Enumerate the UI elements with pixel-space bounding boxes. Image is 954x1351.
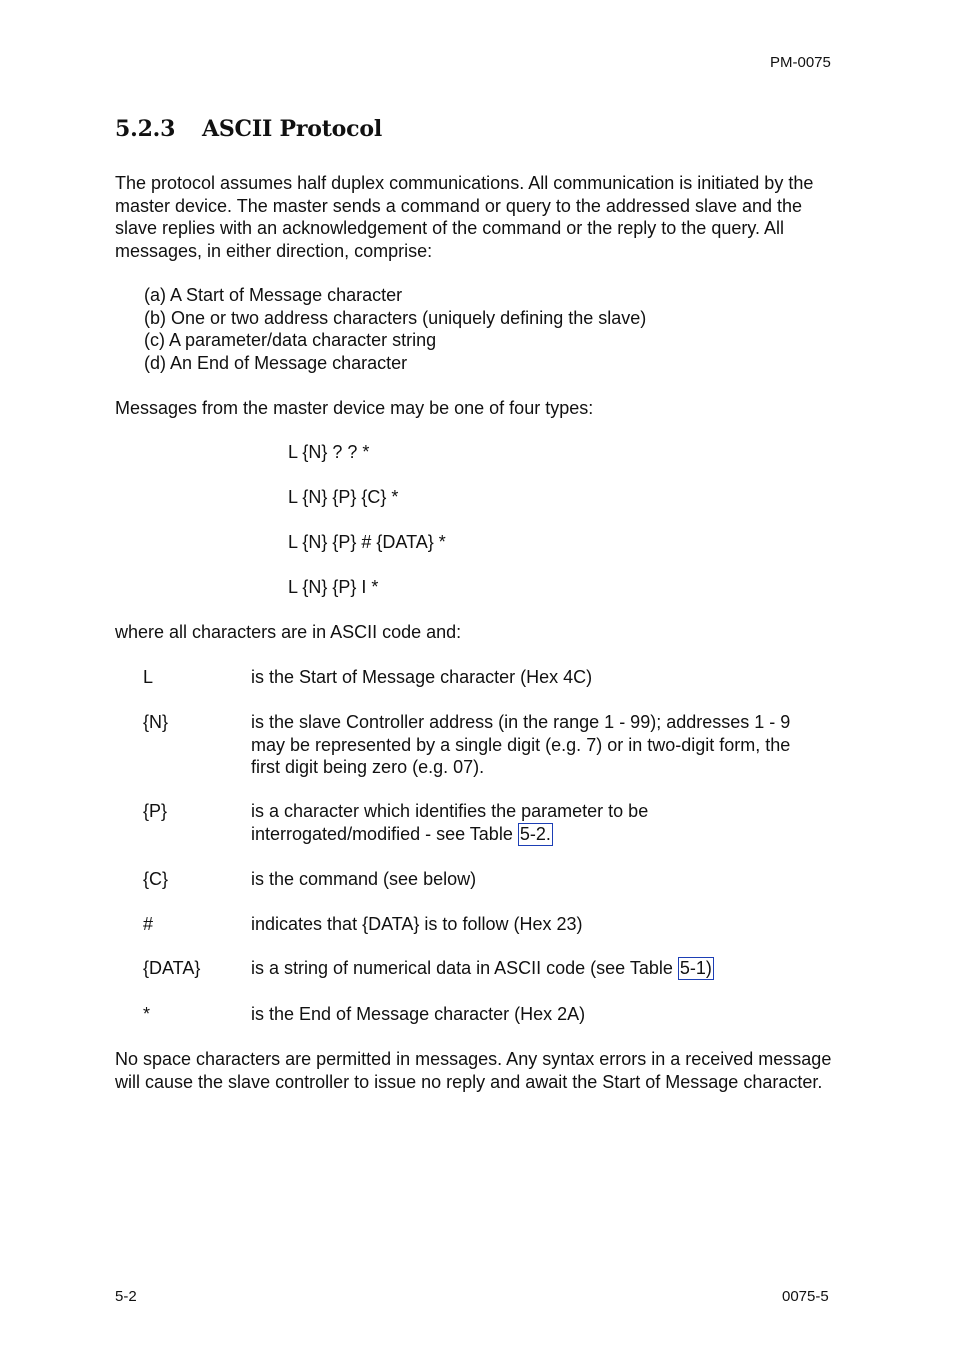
table-5-1-link[interactable]: 5-1) [679,958,712,978]
message-type-data: L {N} {P} # {DATA} * [288,532,446,552]
component-list [144,284,844,374]
types-intro: Messages from the master device may be one of four types: [115,398,594,418]
section-number: 5.2.3 [115,116,176,142]
message-type-i: L {N} {P} I * [288,577,379,597]
definition-term: {N} [143,712,169,732]
definition-description [251,957,851,980]
definition-term: * [143,1004,151,1024]
definition-description: indicates that {DATA} is to follow (Hex 23) [251,914,583,934]
definition-term: L [143,667,154,687]
definition-term: # [143,914,154,934]
page-number: 5-2 [115,1288,137,1305]
section-heading [115,118,382,141]
definition-text: is a string of numerical data in ASCII code (see Table [251,958,678,978]
list-item: (c) A parameter/data character string [144,330,437,350]
definition-term: {P} [143,801,168,821]
definition-text: is a character which identifies the parameter to be interrogated/modified - see Table [251,801,649,844]
intro-paragraph: The protocol assumes half duplex communications. All communication is initiated by the master device. The master sends a command or query to the addressed slave and the slave replies with an acknowledgement of the command or the reply to the query. All messages, in either direction, comprise: [115,173,814,261]
message-type-command: L {N} {P} {C} * [288,487,399,507]
list-item: (d) An End of Message character [144,352,408,373]
list-item: (b) One or two address characters (uniquely defining the slave) [144,307,647,328]
where-intro: where all characters are in ASCII code and: [115,622,462,642]
document-reference: PM-0075 [770,54,831,71]
closing-paragraph: No space characters are permitted in messages. Any syntax errors in a received message will cause the slave controller to issue no reply and await the Start of Message character. [115,1049,832,1092]
definition-description [251,800,751,846]
definition-term: {DATA} [143,958,201,978]
document-revision: 0075-5 [782,1288,829,1305]
definition-description: is the End of Message character (Hex 2A) [251,1004,586,1024]
section-title: ASCII Protocol [202,116,382,142]
definition-description: is the command (see below) [251,869,477,889]
definition-description: is the slave Controller address (in the range 1 - 99); addresses 1 - 9 may be represented by a single digit (e.g. 7) or in two-digit form, the first digit being zero (e.g. 07). [251,712,791,777]
definition-description: is the Start of Message character (Hex 4C) [251,667,593,687]
definition-term: {C} [143,869,169,889]
list-item: (a) A Start of Message character [144,285,403,305]
table-5-2-link[interactable]: 5-2. [519,823,551,844]
message-type-query: L {N} ? ? * [288,442,370,462]
